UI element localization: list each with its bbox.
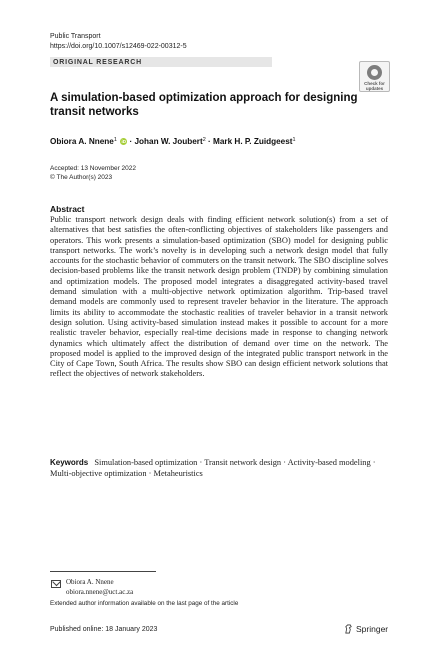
- keywords-heading: Keywords: [50, 458, 89, 467]
- abstract-text: Public transport network design deals with finding efficient network solution(s) from a set of alternatives that best satisfies the often-conflicting objectives of stakeholders like passengers and operators. This work presents a simulation-based optimization (SBO) model for designing public transport networks. The work’s novelty is in developing such a network design model that fully accounts for the stochastic behavior of commuters on the transit network. The SBO discipline solves decision-based problems like the transit network design problem (TNDP) by combining simulation and optimization models. The proposed model integrates a disaggregated activity-based travel demand simulation with a multi-objective network optimization algorithm. Trip-based travel demand models are commonly used to represent traveler behavior in the literature. The approach limits its ability to accommodate the stochastic realities of traveler behavior in a transit network design solution. Using activity-based simulation instead makes it possible to account for a more realistic traveler behavior, especially real-time decisions made in response to changing network dynamics which ultimately affect the distribution of demand over time on the network. The proposed model is applied to the improved design of the integrated public transport network in the City of Cape Town, South Africa. The results show SBO can design efficient network solutions that reflect the objectives of network stakeholders.: [50, 215, 388, 379]
- author-separator: ·: [205, 137, 214, 146]
- article-dates: [50, 164, 136, 182]
- author-1[interactable]: Obiora A. Nnene: [50, 137, 114, 146]
- check-for-updates-badge[interactable]: [359, 61, 390, 92]
- article-title: A simulation-based optimization approach for designing transit networks: [50, 92, 358, 118]
- mail-icon: [51, 580, 61, 588]
- footnote-divider: [50, 571, 156, 572]
- corresponding-author: [66, 577, 133, 597]
- author-2[interactable]: Johan W. Joubert: [134, 137, 203, 146]
- abstract-heading: Abstract: [50, 204, 85, 214]
- corresponding-email[interactable]: obiora.nnene@uct.ac.za: [66, 588, 134, 596]
- section-label: ORIGINAL RESEARCH: [53, 59, 142, 66]
- journal-header: [50, 32, 187, 52]
- orcid-icon[interactable]: iD: [121, 139, 126, 144]
- accepted-date: Accepted: 13 November 2022: [50, 165, 136, 172]
- publisher-logo: [344, 624, 388, 635]
- springer-horse-icon: [344, 624, 353, 634]
- doi-link[interactable]: https://doi.org/10.1007/s12469-022-00312-5: [50, 43, 187, 50]
- author-3-affiliation: 1: [292, 137, 296, 143]
- keywords-text: Simulation-based optimization · Transit network design · Activity-based modeling · Multi-objective optimization · Metaheuristics: [50, 458, 376, 478]
- extended-info-note: Extended author information available on the last page of the article: [50, 600, 239, 607]
- badge-line-2: updates: [365, 86, 384, 91]
- author-list: [50, 134, 296, 148]
- published-date: Published online: 18 January 2023: [50, 626, 158, 633]
- corresponding-name: Obiora A. Nnene: [66, 578, 114, 586]
- author-3[interactable]: Mark H. P. Zuidgeest: [213, 137, 293, 146]
- author-2-affiliation: 2: [202, 137, 206, 143]
- publisher-name: Springer: [356, 624, 389, 634]
- keywords-block: [50, 458, 388, 479]
- author-separator: ·: [127, 137, 135, 146]
- copyright-notice: © The Author(s) 2023: [50, 174, 113, 181]
- crossmark-icon: [367, 65, 382, 80]
- author-1-affiliation: 1: [113, 137, 117, 143]
- badge-line-1: Check for: [364, 81, 385, 86]
- journal-name: Public Transport: [50, 33, 101, 40]
